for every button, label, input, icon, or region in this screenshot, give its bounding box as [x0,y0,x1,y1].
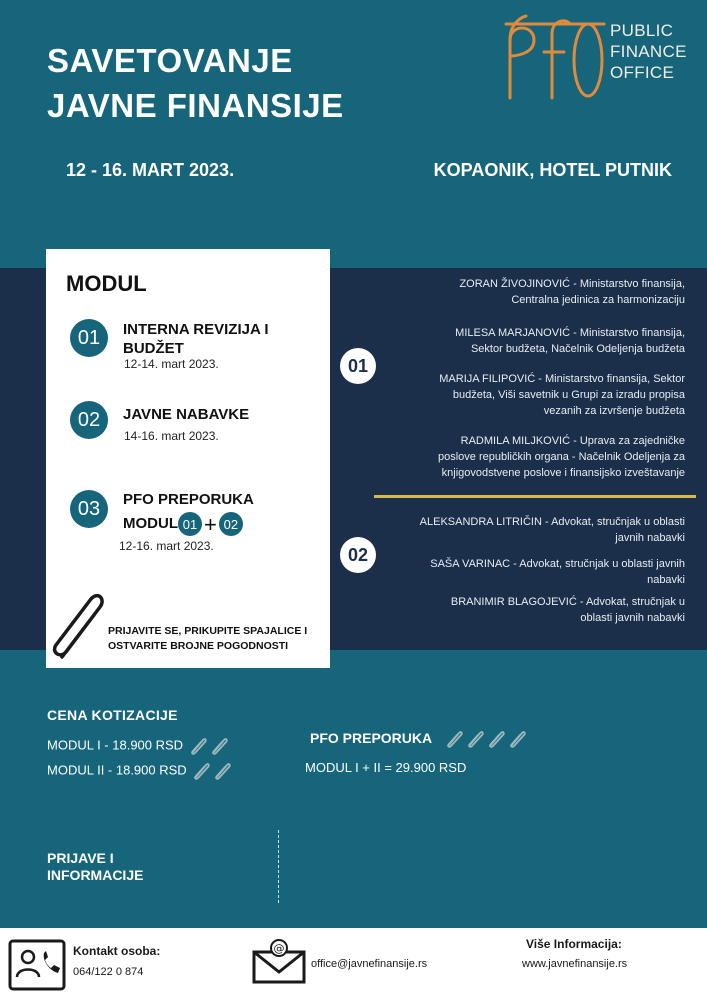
logo-text-line-3: OFFICE [610,63,675,82]
module-date-01: 12-14. mart 2023. [124,357,219,371]
speaker-01 [375,276,685,308]
paperclip-icon [486,730,506,748]
paperclip-icon [444,730,464,748]
pricing-heading: CENA KOTIZACIJE [47,707,178,723]
speaker-group-02-badge: 02 [340,537,376,573]
module-title-03 [123,490,254,536]
speaker-03-line-2: budžeta, Viši savetnik u Grupi za izradu propisa [452,389,685,401]
speaker-04-line-1: RADMILA MILJKOVIĆ - Uprava za zajedničke [460,435,685,447]
pfo-logo [500,10,690,105]
speaker-03-line-3: vezanih za izvršenje budžeta [543,405,685,417]
module-title-01-line-1: INTERNA REVIZIJA I [123,321,269,338]
module-title-03-modul: MODUL [123,514,178,532]
price-modul-2 [47,762,232,780]
mini-badge-01: 01 [178,512,202,536]
speaker-01-line-1: ZORAN ŽIVOJINOVIĆ - Ministarstvo finansija, [459,278,685,290]
module-card [46,249,330,668]
paperclip-icon [507,730,527,748]
module-badge-03: 03 [70,490,108,528]
pfo-price: MODUL I + II = 29.900 RSD [305,760,467,775]
event-venue: KOPAONIK, HOTEL PUTNIK [433,160,672,180]
module-title-01-line-2: BUDŽET [123,340,184,357]
speaker-06-line-2: nabavki [647,574,685,586]
promo-line-1: PRIJAVITE SE, PRIKUPITE SPAJALICE I [108,625,308,637]
pfo-logo-mark [500,10,610,105]
module-title-01 [123,320,269,358]
speaker-04-line-2: poslove republičkih organa - Načelnik Odeljenja za [437,451,685,463]
speaker-03-line-1: MARIJA FILIPOVIĆ - Ministarstvo finansija, Sektor [439,373,685,385]
phone-icon [8,939,66,991]
plus-sign: + [204,511,217,537]
price-modul-2-text: MODUL II - 18.900 RSD [47,762,187,778]
contact-label: Kontakt osoba: [73,944,161,958]
module-title-02: JAVNE NABAVKE [123,406,250,423]
paperclip-icon [191,762,211,780]
pfo-pricing-heading-text: PFO PREPORUKA [310,730,432,746]
paperclip-icon [465,730,485,748]
module-badge-02: 02 [70,401,108,439]
speaker-07-line-1: BRANIMIR BLAGOJEVIĆ - Advokat, stručnjak u [450,596,685,608]
registration-line-1: PRIJAVE I [47,850,114,866]
speaker-06 [375,556,685,588]
speaker-07 [375,594,685,626]
speaker-02 [375,325,685,357]
speaker-05-line-2: javnih nabavki [615,532,685,544]
divider-line [374,495,696,498]
event-dates: 12 - 16. MART 2023. [66,160,235,180]
mini-badge-02: 02 [219,512,243,536]
speaker-07-line-2: oblasti javnih nabavki [580,612,685,624]
logo-text-line-2: FINANCE [610,42,687,61]
registration-line-2: INFORMACIJE [47,867,144,883]
speaker-04 [375,433,685,481]
price-modul-1 [47,737,229,755]
speaker-05-line-1: ALEKSANDRA LITRIČIN - Advokat, stručnjak u oblasti [419,516,685,528]
module-badge-01: 01 [70,319,108,357]
page-title [47,38,344,128]
module-date-02: 14-16. mart 2023. [124,429,219,443]
dashed-divider [278,830,279,903]
title-line-2: JAVNE FINANSIJE [47,87,344,124]
email-icon [252,938,306,984]
paperclip-icon [188,737,208,755]
speaker-02-line-1: MILESA MARJANOVIĆ - Ministarstvo finansija, [455,327,685,339]
speaker-05 [375,514,685,546]
speaker-06-line-1: SAŠA VARINAC - Advokat, stručnjak u oblasti javnih [430,558,685,570]
speaker-02-line-2: Sektor budžeta, Načelnik Odeljenja budžeta [470,343,685,355]
module-title-03-line-1: PFO PREPORUKA [123,491,254,508]
module-date-03: 12-16. mart 2023. [119,539,214,553]
paperclip-icon [212,762,232,780]
registration-heading [47,850,143,884]
promo-line-2: OSTVARITE BROJNE POGODNOSTI [108,640,289,652]
pfo-pricing-heading [310,730,527,748]
footer [0,928,707,1000]
pricing-background [0,650,707,928]
contact-phone[interactable]: 064/122 0 874 [73,966,144,978]
speaker-01-line-2: Centralna jedinica za harmonizaciju [511,294,685,306]
svg-text:@: @ [273,942,285,955]
speaker-03 [375,371,685,419]
price-modul-1-text: MODUL I - 18.900 RSD [47,737,184,753]
speaker-group-01-badge: 01 [340,348,376,384]
email-link[interactable]: office@javnefinansije.rs [311,958,428,970]
speaker-04-line-3: knjigovodstvene poslove i finansijsko izveštavanje [441,467,685,479]
website-link[interactable]: www.javnefinansije.rs [522,958,628,970]
module-title-03-line-2 [123,512,254,536]
title-line-1: SAVETOVANJE [47,42,293,79]
paperclip-icon [209,737,229,755]
logo-text [610,20,687,83]
module-heading: MODUL [66,271,147,296]
logo-text-line-1: PUBLIC [610,21,674,40]
paperclip-icon [48,587,116,667]
more-info-label: Više Informacija: [526,937,622,951]
promo-text [108,624,307,654]
